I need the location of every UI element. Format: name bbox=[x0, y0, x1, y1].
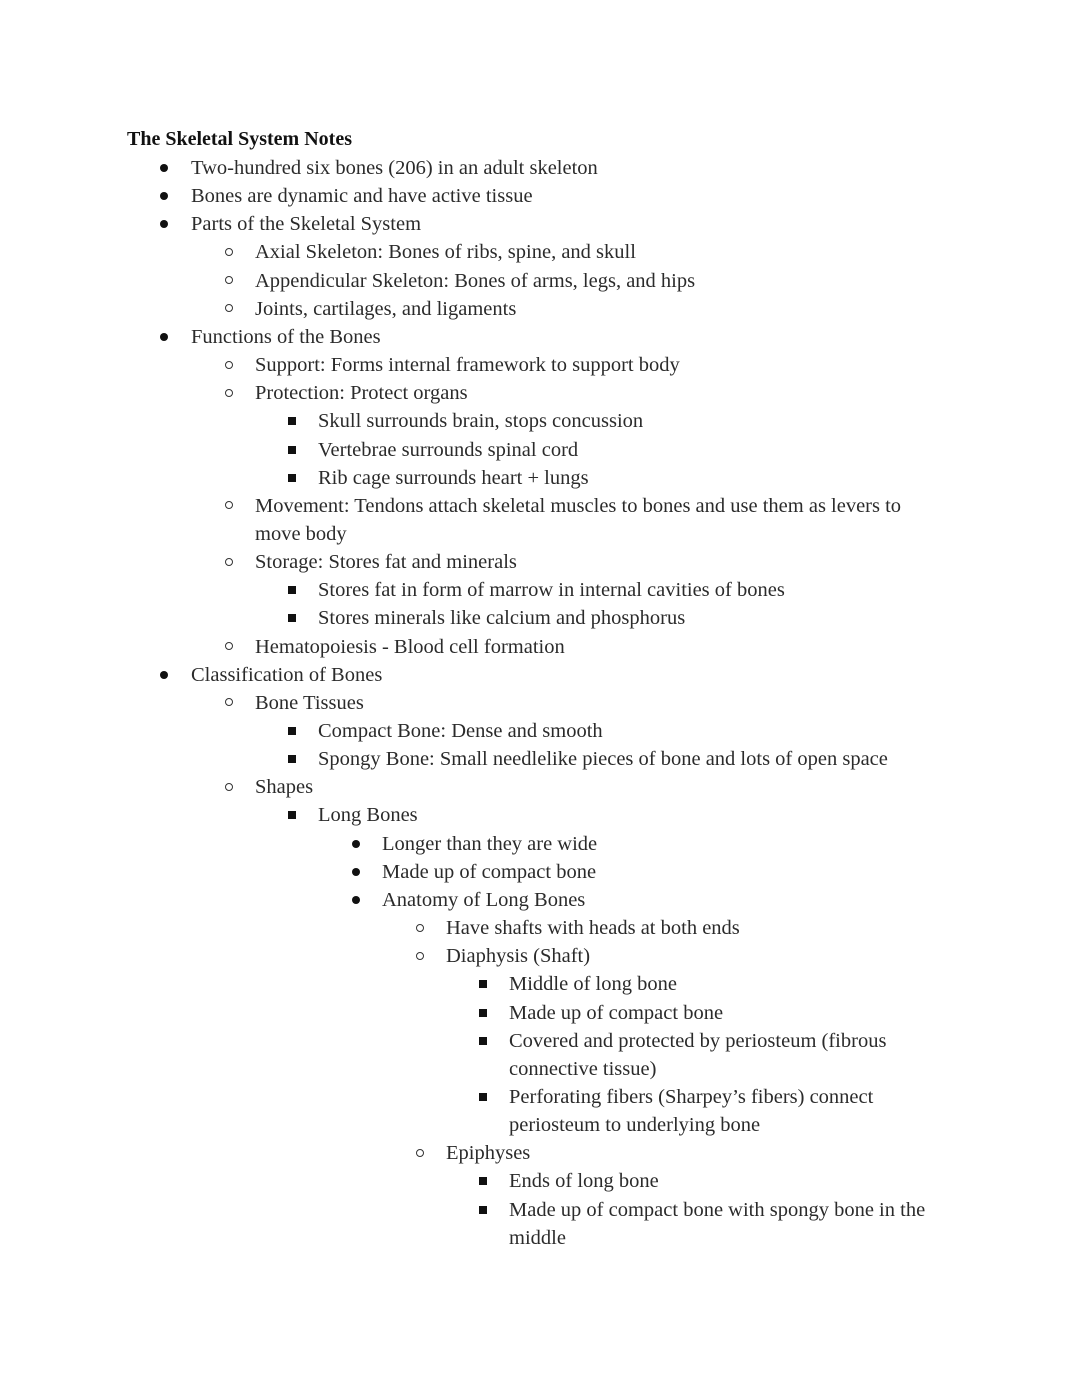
list-item: Perforating fibers (Sharpey’s fibers) connect bbox=[509, 1085, 874, 1108]
list-item: Compact Bone: Dense and smooth bbox=[318, 720, 603, 742]
list-item: Vertebrae surrounds spinal cord bbox=[318, 438, 579, 461]
list-item: Axial Skeleton: Bones of ribs, spine, and skull bbox=[255, 241, 636, 264]
list-item: Classification of Bones bbox=[191, 663, 383, 686]
list-item: Stores minerals like calcium and phosphorus bbox=[318, 607, 686, 630]
list-item: Protection: Protect organs bbox=[255, 382, 468, 405]
list-item: Epiphyses bbox=[446, 1142, 531, 1165]
list-item: Rib cage surrounds heart + lungs bbox=[318, 466, 589, 489]
list-item: Support: Forms internal framework to support body bbox=[255, 354, 680, 377]
list-item-continuation: move body bbox=[255, 522, 347, 545]
list-item-continuation: connective tissue) bbox=[509, 1057, 657, 1080]
list-item: Long Bones bbox=[318, 804, 418, 827]
list-item: Skull surrounds brain, stops concussion bbox=[318, 410, 644, 433]
list-item: Made up of compact bone bbox=[382, 860, 597, 883]
list-item: Functions of the Bones bbox=[191, 325, 381, 348]
list-item: Joints, cartilages, and ligaments bbox=[255, 297, 517, 320]
document-title: The Skeletal System Notes bbox=[127, 128, 352, 150]
list-item: Storage: Stores fat and minerals bbox=[255, 551, 517, 574]
list-item: Longer than they are wide bbox=[382, 832, 598, 855]
list-item: Two-hundred six bones (206) in an adult skeleton bbox=[191, 157, 598, 179]
list-item-continuation: periosteum to underlying bone bbox=[509, 1114, 761, 1137]
list-item: Bone Tissues bbox=[255, 691, 364, 714]
list-item: Made up of compact bone with spongy bone in the bbox=[509, 1198, 926, 1221]
list-item: Ends of long bone bbox=[509, 1170, 659, 1193]
list-item: Anatomy of Long Bones bbox=[382, 888, 586, 911]
list-item: Parts of the Skeletal System bbox=[191, 213, 422, 236]
list-item: Covered and protected by periosteum (fibrous bbox=[509, 1029, 887, 1052]
list-item: Diaphysis (Shaft) bbox=[446, 945, 591, 968]
list-item: Hematopoiesis - Blood cell formation bbox=[255, 635, 565, 658]
list-item: Stores fat in form of marrow in internal cavities of bones bbox=[318, 579, 785, 602]
list-item: Bones are dynamic and have active tissue bbox=[191, 185, 533, 208]
list-item: Appendicular Skeleton: Bones of arms, legs, and hips bbox=[255, 269, 696, 292]
list-item: Made up of compact bone bbox=[509, 1001, 724, 1024]
list-item: Middle of long bone bbox=[509, 973, 677, 996]
list-item: Movement: Tendons attach skeletal muscles to bones and use them as levers to bbox=[255, 494, 902, 517]
list-item: Shapes bbox=[255, 776, 314, 799]
list-item: Spongy Bone: Small needlelike pieces of bone and lots of open space bbox=[318, 748, 888, 771]
list-item: Have shafts with heads at both ends bbox=[446, 917, 740, 940]
list-item-continuation: middle bbox=[509, 1226, 566, 1249]
